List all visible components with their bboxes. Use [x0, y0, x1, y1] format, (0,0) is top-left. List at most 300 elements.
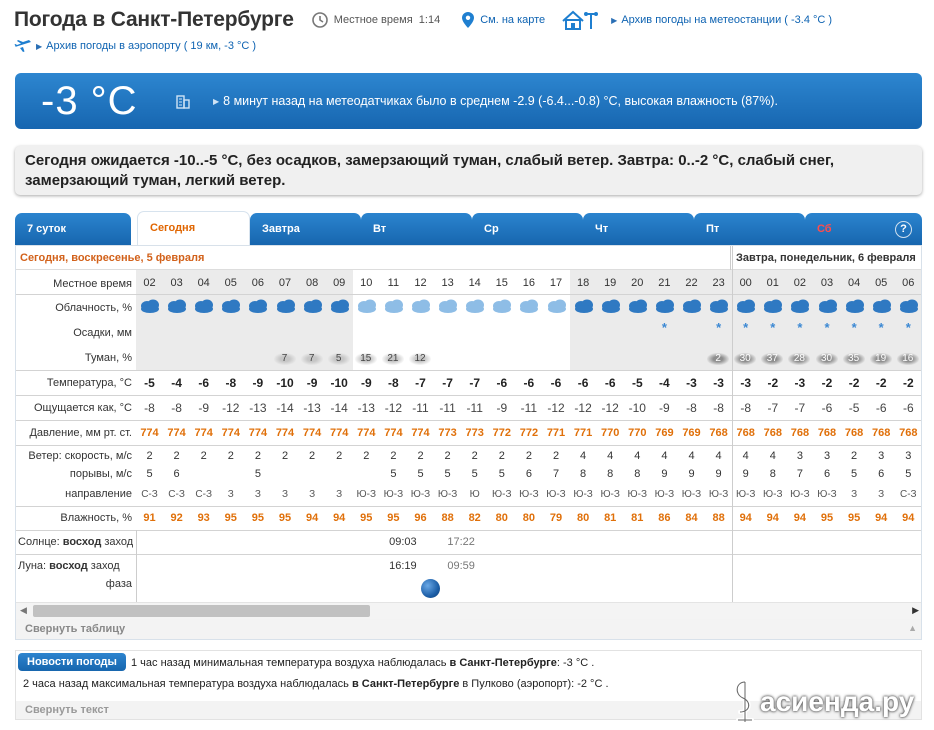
hour-cell: 04	[847, 277, 861, 289]
row-label-gusts: порывы, м/с	[69, 468, 132, 480]
scroll-left-icon[interactable]: ◀	[20, 605, 27, 615]
hour-cell: 14	[468, 277, 481, 289]
feels-like-cell: -11	[412, 401, 429, 415]
wind-speed-cell: 4	[607, 450, 614, 462]
snow-icon: *	[716, 320, 722, 335]
cloud-icon	[302, 298, 324, 317]
moon-label	[18, 560, 120, 572]
wind-direction-cell: Ю-З	[735, 489, 756, 500]
snow-icon: *	[661, 320, 667, 335]
row-label-pressure: Давление, мм рт. ст.	[29, 427, 132, 439]
gust-cell: 6	[878, 468, 885, 480]
feels-like-cell: -9	[198, 401, 210, 415]
news-item-1-place: в Санкт-Петербурге	[449, 657, 557, 669]
hour-cell: 13	[441, 277, 454, 289]
pressure-cell: 771	[546, 427, 566, 439]
wind-direction-cell: Ю-З	[573, 489, 593, 500]
pressure-cell: 769	[655, 427, 674, 439]
airport-archive-link[interactable]: Архив погоды в аэропорту	[46, 40, 181, 52]
hour-cell: 18	[576, 277, 590, 289]
gust-cell: 5	[146, 468, 153, 480]
tab-bar	[15, 211, 922, 245]
feels-like-cell: -13	[249, 401, 267, 415]
temperature-cell: -6	[550, 376, 562, 390]
cloud-icon	[735, 298, 757, 317]
wind-speed-cell: 4	[715, 450, 722, 462]
wind-speed-cell: 2	[390, 450, 397, 462]
wind-speed-cell: 2	[309, 450, 316, 462]
current-note	[171, 93, 778, 109]
cloud-icon	[817, 298, 839, 317]
temperature-cell: -2	[848, 376, 860, 390]
temperature-cell: -7	[415, 376, 426, 390]
wind-speed-cell: 2	[498, 450, 505, 462]
temperature-cell: -8	[388, 376, 399, 390]
wind-direction-cell: З	[227, 489, 234, 500]
humidity-cell: 94	[333, 512, 346, 524]
humidity-cell: 88	[712, 512, 725, 524]
pressure-cell: 768	[872, 427, 891, 439]
tab-saturday[interactable]	[805, 213, 922, 245]
hour-cell: 20	[631, 277, 644, 289]
tab-7-days[interactable]: 7 суток	[15, 213, 131, 245]
feels-like-cell: -8	[740, 401, 752, 415]
humidity-cell: 94	[766, 512, 779, 524]
tab-wednesday[interactable]: Ср	[472, 213, 583, 245]
pressure-cell: 768	[817, 427, 837, 439]
gust-cell: 5	[390, 468, 397, 480]
humidity-cell: 94	[739, 512, 752, 524]
horizontal-scrollbar[interactable]	[16, 602, 922, 619]
pressure-cell: 770	[601, 427, 620, 439]
scrollbar-thumb[interactable]	[33, 605, 370, 617]
row-divider	[16, 506, 922, 507]
pressure-cell: 774	[248, 427, 268, 439]
gust-cell: 5	[905, 468, 912, 480]
feels-like-cell: -8	[686, 401, 697, 415]
wind-direction-cell: З	[281, 489, 289, 500]
feels-like-cell: -11	[520, 401, 538, 415]
fog-cell: 5	[328, 353, 350, 365]
pressure-cell: 774	[302, 427, 322, 439]
map-link[interactable]	[462, 12, 545, 28]
pressure-cell: 773	[465, 427, 484, 439]
cloud-icon	[708, 298, 730, 317]
wind-speed-cell: 2	[146, 450, 153, 462]
temperature-cell: -3	[686, 376, 697, 390]
fog-cell: 21	[382, 353, 404, 365]
fog-cell: 19	[870, 353, 892, 365]
pressure-cell: 768	[790, 427, 810, 439]
wind-direction-cell: Ю-З	[654, 489, 675, 500]
wind-speed-cell: 3	[823, 450, 831, 462]
wind-direction-cell: Ю-З	[383, 489, 404, 500]
watermark	[730, 680, 914, 724]
humidity-cell: 80	[522, 512, 536, 524]
wind-direction-cell: С-З	[195, 489, 212, 500]
hour-cell: 16	[522, 277, 536, 289]
moon-rise-label: восход	[49, 560, 88, 572]
row-label-humidity: Влажность, %	[60, 512, 132, 524]
cloud-icon	[654, 298, 676, 317]
hour-cell: 15	[495, 277, 508, 289]
hour-cell: 05	[224, 277, 237, 289]
pressure-cell: 768	[899, 427, 918, 439]
sun-rise-label: восход	[62, 536, 102, 548]
gust-cell: 7	[796, 468, 803, 480]
hour-cell: 06	[902, 277, 915, 289]
cloud-icon	[600, 298, 622, 317]
hour-cell: 12	[414, 277, 427, 289]
feels-like-cell: -12	[574, 401, 592, 415]
temperature-cell: -10	[330, 376, 348, 390]
clock-icon	[312, 12, 328, 28]
hour-cell: 03	[170, 277, 183, 289]
pressure-cell: 774	[384, 427, 403, 439]
snow-icon: *	[851, 320, 857, 335]
pressure-cell: 768	[763, 427, 782, 439]
hour-cell: 21	[658, 277, 671, 289]
feels-like-cell: -8	[144, 401, 155, 415]
label-divider	[136, 530, 137, 602]
fog-cell: 28	[788, 353, 810, 365]
humidity-cell: 95	[360, 512, 373, 524]
cloud-icon	[247, 298, 269, 317]
humidity-cell: 94	[875, 512, 888, 524]
forecast-table	[15, 245, 922, 640]
cloud-icon	[166, 298, 188, 317]
wind-speed-cell: 2	[254, 450, 261, 462]
wind-direction-cell: Ю-З	[519, 489, 539, 500]
humidity-cell: 93	[197, 512, 210, 524]
humidity-cell: 80	[495, 512, 508, 524]
wind-speed-cell: 3	[905, 450, 912, 462]
fog-cell: 7	[274, 353, 296, 365]
cloud-icon	[681, 298, 703, 317]
hour-cell: 00	[739, 277, 752, 289]
row-label-temp: Температура, °С	[46, 377, 132, 389]
feels-like-cell: -12	[384, 401, 403, 415]
wind-speed-cell: 2	[851, 450, 858, 462]
local-time-value: 1:14	[418, 14, 441, 26]
pressure-cell: 773	[438, 427, 457, 439]
feels-like-cell: -7	[767, 401, 779, 415]
row-label-direction: направление	[65, 488, 132, 500]
moon-label-text: Луна:	[18, 560, 47, 572]
row-divider	[16, 370, 922, 371]
hour-cell: 10	[360, 277, 373, 289]
tab-tomorrow[interactable]: Завтра	[250, 213, 361, 245]
wind-direction-cell: Ю-З	[790, 489, 810, 500]
header	[14, 5, 934, 35]
airport-archive-detail[interactable]: ( 19 км, -3 °C )	[183, 40, 257, 52]
feels-like-cell: -6	[875, 401, 887, 415]
gust-cell: 6	[173, 468, 180, 480]
pressure-cell: 768	[844, 427, 864, 439]
temperature-cell: -9	[252, 376, 264, 390]
temperature-cell: -5	[144, 376, 155, 390]
feels-like-cell: -9	[496, 401, 508, 415]
temperature-cell: -6	[496, 376, 508, 390]
hour-cell: 04	[197, 277, 210, 289]
temperature-cell: -9	[360, 376, 372, 390]
temperature-cell: -2	[875, 376, 887, 390]
help-icon[interactable]: ?	[895, 221, 912, 238]
wind-direction-cell: Ю-З	[492, 489, 512, 500]
cloud-icon	[193, 298, 215, 317]
news-item-1-value: : -3 °C .	[556, 657, 595, 669]
wind-direction-cell: Ю-З	[437, 489, 458, 500]
temperature-cell: -5	[631, 376, 643, 390]
feels-like-cell: -12	[222, 401, 240, 415]
fog-cell: 35	[843, 353, 865, 365]
wind-speed-cell: 4	[769, 450, 776, 462]
sun-label	[18, 536, 133, 548]
row-divider	[16, 294, 922, 295]
current-note-text: 8 минут назад на метеодатчиках было в среднем -2.9 (-6.4...-0.8) °C, высокая влажность (87%).	[223, 94, 778, 108]
temperature-cell: -7	[442, 376, 453, 390]
tab-thursday[interactable]: Чт	[583, 213, 694, 245]
hour-cell: 02	[143, 277, 156, 289]
temperature-cell: -3	[740, 376, 752, 390]
wind-speed-cell: 3	[878, 450, 885, 462]
wind-direction-cell: С-З	[141, 489, 158, 500]
sun-label-text: Солнце:	[18, 536, 60, 548]
cloud-icon	[275, 298, 297, 317]
wind-speed-cell: 4	[580, 450, 587, 462]
temperature-cell: -9	[306, 376, 318, 390]
humidity-cell: 96	[414, 512, 427, 524]
temperature-cell: -7	[469, 376, 481, 390]
temperature-cell: -6	[198, 376, 210, 390]
feels-like-cell: -11	[439, 401, 456, 415]
pressure-cell: 774	[221, 427, 240, 439]
feels-like-cell: -14	[276, 401, 294, 415]
wind-direction-cell: З	[336, 489, 343, 500]
wind-direction-cell: З	[309, 489, 316, 500]
gust-cell: 9	[715, 468, 722, 480]
archive-station[interactable]	[561, 9, 832, 31]
pressure-cell: 774	[194, 427, 213, 439]
cloud-icon	[491, 298, 513, 317]
wind-direction-cell: Ю-З	[763, 489, 783, 500]
collapse-table-button[interactable]	[16, 619, 922, 640]
row-divider	[16, 554, 922, 555]
tab-tuesday[interactable]: Вт	[361, 213, 472, 245]
airplane-icon	[14, 39, 32, 53]
hour-cell: 11	[387, 277, 400, 289]
cloud-icon	[789, 298, 811, 317]
collapse-text-button[interactable]: Свернуть текст	[16, 701, 921, 719]
humidity-cell: 94	[902, 512, 915, 524]
humidity-cell: 94	[793, 512, 807, 524]
hour-cell: 09	[333, 277, 346, 289]
row-label-feels: Ощущается как, °С	[33, 402, 132, 414]
archive-arrow-icon: ▶	[611, 15, 618, 25]
row-divider	[16, 445, 922, 446]
row-label-time: Местное время	[53, 278, 132, 290]
hour-cell: 06	[251, 277, 265, 289]
pressure-cell: 772	[492, 427, 511, 439]
temperature-cell: -6	[604, 376, 616, 390]
wind-speed-cell: 2	[417, 450, 424, 462]
temperature-cell: -6	[577, 376, 589, 390]
gust-cell: 7	[552, 468, 560, 480]
airport-archive[interactable]	[14, 39, 256, 53]
cloud-icon	[518, 298, 540, 317]
local-time-label: Местное время	[333, 14, 413, 26]
gust-cell: 5	[471, 468, 478, 480]
humidity-cell: 94	[305, 512, 319, 524]
hour-cell: 17	[549, 277, 563, 289]
humidity-cell: 95	[387, 512, 400, 524]
temperature-cell: -2	[902, 376, 914, 390]
wind-direction-cell: Ю-З	[356, 489, 377, 500]
feels-like-cell: -6	[821, 401, 833, 415]
humidity-cell: 86	[658, 512, 671, 524]
airport-arrow-icon: ▶	[36, 41, 43, 51]
news-item-2-tail: в Пулково (аэропорт): -2 °C .	[462, 678, 609, 690]
row-divider	[16, 395, 922, 396]
current-weather-banner	[15, 73, 922, 129]
cloud-icon	[573, 298, 595, 317]
humidity-cell: 80	[576, 512, 590, 524]
hour-cell: 03	[820, 277, 834, 289]
news-item-1	[131, 657, 594, 669]
snow-icon: *	[905, 320, 911, 335]
row-label-fog: Туман, %	[84, 352, 132, 364]
hour-cell: 23	[712, 277, 725, 289]
weather-station-icon	[561, 9, 601, 31]
snow-icon: *	[878, 320, 884, 335]
row-divider	[16, 420, 922, 421]
humidity-cell: 92	[170, 512, 183, 524]
hour-cell: 08	[305, 277, 319, 289]
tab-friday[interactable]: Пт	[694, 213, 805, 245]
gust-cell: 5	[444, 468, 451, 480]
hour-cell: 07	[278, 277, 292, 289]
wind-speed-cell: 2	[552, 450, 560, 462]
temperature-cell: -4	[171, 376, 182, 390]
wind-speed-cell: 2	[200, 450, 207, 462]
moon-set-label: заход	[90, 560, 120, 572]
snow-icon: *	[770, 320, 776, 335]
wind-speed-cell: 4	[688, 450, 695, 462]
feels-like-cell: -12	[601, 401, 619, 415]
wind-speed-cell: 4	[661, 450, 668, 462]
cloud-icon	[627, 298, 649, 317]
watermark-text: асиенда.ру	[760, 686, 915, 717]
scroll-right-icon[interactable]: ▶	[912, 605, 919, 615]
fog-cell: 37	[761, 353, 783, 365]
forecast-summary: Сегодня ожидается -10..-5 °C, без осадков, замерзающий туман, слабый ветер. Завтра: 0..-2 °C, слабый снег, замерзающий туман, легкий ветер.	[15, 146, 922, 195]
sun-set-label: заход	[104, 536, 134, 548]
wind-direction-cell: Ю-З	[708, 489, 729, 500]
cloud-icon	[383, 298, 405, 317]
archive-station-link[interactable]: Архив погоды на метеостанции	[621, 14, 782, 26]
watermark-logo-icon	[730, 680, 760, 724]
humidity-cell: 95	[820, 512, 834, 524]
humidity-cell: 95	[224, 512, 237, 524]
map-pin-icon	[462, 12, 474, 28]
collapse-table-label: Свернуть таблицу	[25, 623, 126, 635]
gust-cell: 5	[417, 468, 424, 480]
day-header-row	[16, 246, 921, 270]
wind-direction-cell: З	[254, 489, 261, 500]
tab-today[interactable]: Сегодня	[137, 211, 250, 245]
moon-phase-label: фаза	[105, 578, 132, 590]
pressure-cell: 774	[330, 427, 349, 439]
wind-direction-cell: Ю-З	[817, 489, 837, 500]
feels-like-cell: -8	[713, 401, 724, 415]
hour-cell: 05	[875, 277, 888, 289]
news-item-2	[23, 678, 609, 690]
snow-icon: *	[743, 320, 749, 335]
wind-direction-cell: Ю-З	[681, 489, 702, 500]
humidity-cell: 88	[441, 512, 454, 524]
news-item-1-text: 1 час назад минимальная температура воздуха наблюдалась	[131, 657, 447, 669]
hour-cell: 22	[685, 277, 698, 289]
temperature-cell: -6	[523, 376, 535, 390]
wind-speed-cell: 2	[363, 450, 370, 462]
temperature-cell: -2	[821, 376, 833, 390]
cloud-icon	[898, 298, 920, 317]
fog-cell: 16	[897, 353, 919, 365]
day-divider	[732, 246, 733, 602]
temperature-cell: -3	[713, 376, 724, 390]
wind-speed-cell: 2	[336, 450, 343, 462]
page-title: Погода в Санкт-Петербурге	[14, 8, 294, 31]
feels-like-cell: -8	[171, 401, 182, 415]
temperature-cell: -10	[276, 376, 294, 390]
wind-direction-cell: З	[878, 489, 885, 500]
humidity-cell: 81	[604, 512, 617, 524]
fog-cell: 30	[734, 353, 756, 365]
feels-like-cell: -9	[659, 401, 670, 415]
news-item-2-place: в Санкт-Петербурге	[351, 678, 460, 690]
archive-station-temp[interactable]: ( -3.4 °C )	[784, 14, 833, 26]
map-link-text[interactable]: См. на карте	[480, 14, 546, 26]
news-item-2-text: 2 часа назад максимальная температура воздуха наблюдалась	[23, 678, 349, 690]
gust-cell: 6	[525, 468, 532, 480]
banner-arrow-icon: ▶	[213, 96, 220, 106]
pressure-cell: 774	[275, 427, 295, 439]
tab-saturday-label: Сб	[817, 223, 832, 235]
building-icon	[175, 93, 191, 109]
feels-like-cell: -13	[357, 401, 375, 415]
pressure-cell: 771	[573, 427, 593, 439]
humidity-cell: 82	[468, 512, 481, 524]
row-divider	[16, 530, 922, 531]
row-label-wind_speed: Ветер: скорость, м/с	[28, 450, 132, 462]
temperature-cell: -2	[767, 376, 779, 390]
news-badge[interactable]: Новости погоды	[18, 653, 126, 671]
pressure-cell: 774	[411, 427, 430, 439]
pressure-cell: 768	[709, 427, 728, 439]
pressure-cell: 774	[167, 427, 186, 439]
humidity-cell: 95	[251, 512, 265, 524]
feels-like-cell: -10	[628, 401, 646, 415]
moonset-time: 09:59	[447, 560, 475, 572]
gust-cell: 6	[823, 468, 831, 480]
fog-cell: 2	[707, 353, 729, 365]
wind-direction-cell: С-З	[168, 489, 185, 500]
moon-phase-icon	[421, 579, 440, 598]
wind-speed-cell: 2	[227, 450, 234, 462]
sunrise-time: 09:03	[389, 536, 417, 548]
cloud-icon	[329, 298, 351, 317]
gust-cell: 5	[498, 468, 505, 480]
